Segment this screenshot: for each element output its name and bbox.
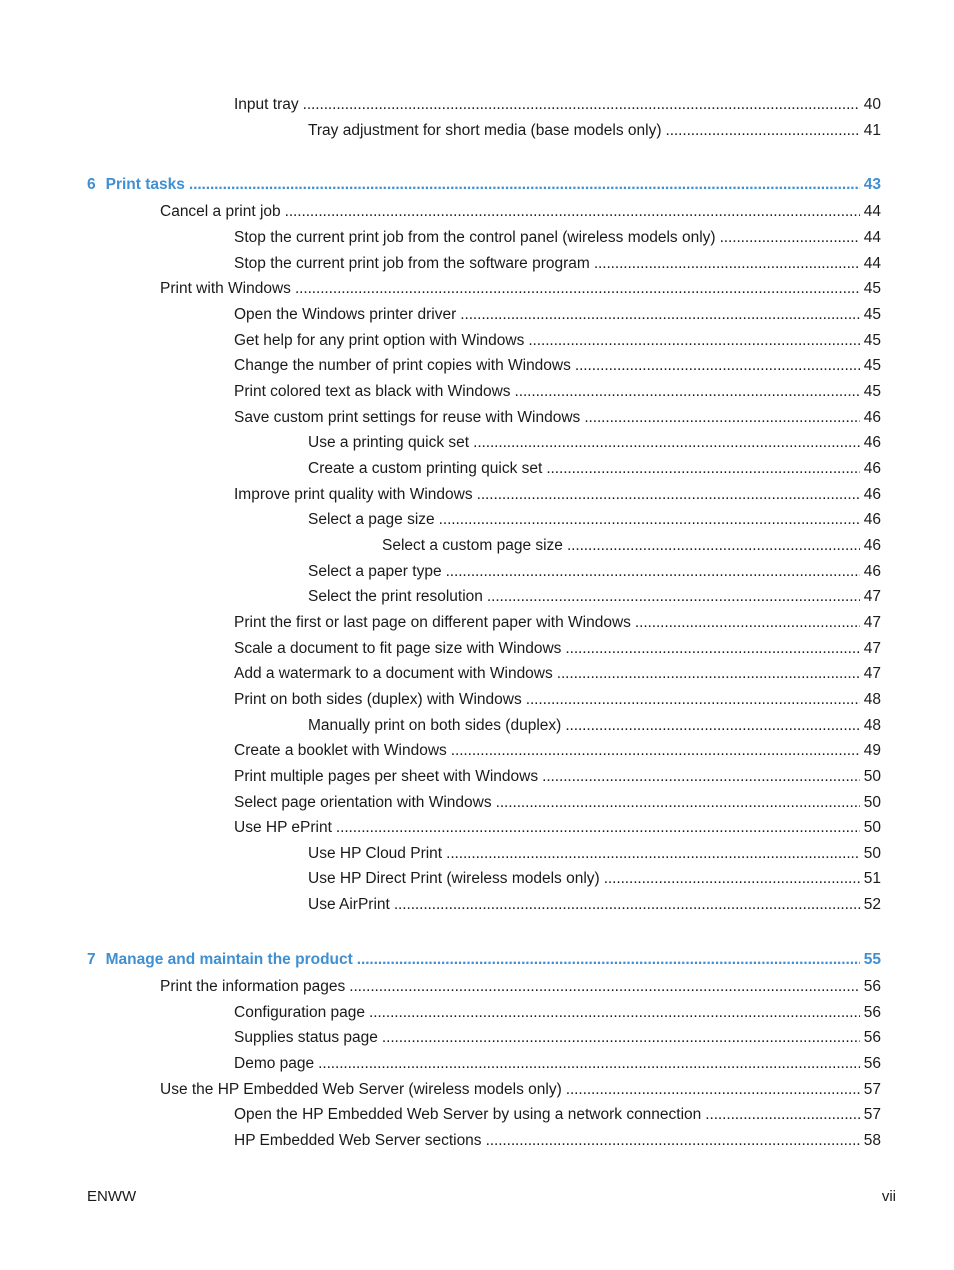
toc-page-number: 47 xyxy=(863,665,881,682)
toc-page-number: 44 xyxy=(863,229,881,246)
dot-leader xyxy=(349,976,860,998)
toc-entry-title: Print with Windows xyxy=(160,280,291,297)
toc-page-number: 57 xyxy=(863,1106,881,1123)
toc-page-number: 48 xyxy=(863,691,881,708)
chapter-number: 7 xyxy=(87,951,96,968)
dot-leader xyxy=(565,715,859,737)
toc-entry-title: HP Embedded Web Server sections xyxy=(234,1132,482,1149)
toc-page-number: 58 xyxy=(863,1132,881,1149)
dot-leader xyxy=(528,330,859,352)
toc-entry-title: Use HP Cloud Print xyxy=(308,845,443,862)
toc-entry[interactable] xyxy=(234,689,881,711)
toc-entry-title: Print colored text as black with Windows xyxy=(234,383,511,400)
toc-page-number: 50 xyxy=(863,819,881,836)
toc-page-number: 55 xyxy=(863,951,881,968)
toc-page-number: 48 xyxy=(863,717,881,734)
toc-entry-title: Manually print on both sides (duplex) xyxy=(308,717,562,734)
toc-entry[interactable] xyxy=(308,715,881,737)
dot-leader xyxy=(666,120,860,142)
toc-entry[interactable] xyxy=(382,535,881,557)
dot-leader xyxy=(515,381,860,403)
footer-page-number: vii xyxy=(881,1188,896,1205)
dot-leader xyxy=(546,458,859,480)
toc-entry-title: Supplies status page xyxy=(234,1029,378,1046)
toc-entry[interactable] xyxy=(160,976,881,998)
toc-page-number: 56 xyxy=(863,978,881,995)
toc-page-number: 56 xyxy=(863,1029,881,1046)
toc-page-number: 45 xyxy=(863,306,881,323)
toc-entry[interactable] xyxy=(234,304,881,326)
toc-entry[interactable] xyxy=(160,201,881,223)
toc-page-number: 45 xyxy=(863,280,881,297)
toc-page-number: 46 xyxy=(863,563,881,580)
dot-leader xyxy=(542,766,860,788)
toc-page-number: 50 xyxy=(863,768,881,785)
toc-entry[interactable] xyxy=(234,1130,881,1152)
toc-page-number: 52 xyxy=(863,896,881,913)
dot-leader xyxy=(189,174,860,196)
toc-entry-title: Open the HP Embedded Web Server by using a network connection xyxy=(234,1106,702,1123)
toc-page-number: 57 xyxy=(863,1081,881,1098)
toc-entry[interactable] xyxy=(308,432,881,454)
toc-entry-title: Cancel a print job xyxy=(160,203,281,220)
toc-entry[interactable] xyxy=(234,817,881,839)
toc-entry[interactable] xyxy=(308,894,881,916)
toc-entry-title: Configuration page xyxy=(234,1004,365,1021)
toc-page-number: 46 xyxy=(863,409,881,426)
toc-entry[interactable] xyxy=(234,381,881,403)
dot-leader xyxy=(575,355,860,377)
toc-entry-title: Save custom print settings for reuse with Windows xyxy=(234,409,581,426)
dot-leader xyxy=(318,1053,860,1075)
toc-entry-title: Scale a document to fit page size with Windows xyxy=(234,640,562,657)
toc-entry-title: Stop the current print job from the control panel (wireless models only) xyxy=(234,229,716,246)
toc-page-number: 50 xyxy=(863,845,881,862)
dot-leader xyxy=(635,612,860,634)
toc-entry-title: Improve print quality with Windows xyxy=(234,486,473,503)
footer-left: ENWW xyxy=(87,1188,137,1205)
toc-entry-title: Use HP ePrint xyxy=(234,819,332,836)
toc-entry-title: Stop the current print job from the software program xyxy=(234,255,590,272)
toc-entry[interactable] xyxy=(160,278,881,300)
toc-page-number: 44 xyxy=(863,255,881,272)
toc-entry[interactable] xyxy=(160,1079,881,1101)
toc-entry[interactable] xyxy=(234,484,881,506)
toc-entry-title: Use a printing quick set xyxy=(308,434,470,451)
toc-entry[interactable] xyxy=(308,120,881,142)
dot-leader xyxy=(720,227,860,249)
toc-entry[interactable] xyxy=(234,253,881,275)
toc-page-number: 47 xyxy=(863,588,881,605)
dot-leader xyxy=(357,949,860,971)
toc-chapter-entry[interactable] xyxy=(87,949,881,971)
toc-entry[interactable] xyxy=(234,330,881,352)
toc-page-number: 46 xyxy=(863,434,881,451)
dot-leader xyxy=(526,689,860,711)
toc-entry-title: Get help for any print option with Windows xyxy=(234,332,525,349)
toc-entry[interactable] xyxy=(234,792,881,814)
dot-leader xyxy=(336,817,860,839)
toc-page-number: 46 xyxy=(863,486,881,503)
toc-page-number: 46 xyxy=(863,460,881,477)
toc-entry-title: Select the print resolution xyxy=(308,588,483,605)
toc-page-number: 45 xyxy=(863,357,881,374)
toc-entry-title: Select a paper type xyxy=(308,563,442,580)
toc-entry[interactable] xyxy=(234,663,881,685)
dot-leader xyxy=(473,432,860,454)
chapter-number: 6 xyxy=(87,176,96,193)
toc-page-number: 43 xyxy=(863,176,881,193)
toc-entry-title: Tray adjustment for short media (base models only) xyxy=(308,122,662,139)
toc-entry-title: Print the information pages xyxy=(160,978,346,995)
toc-entry-title: Use the HP Embedded Web Server (wireless models only) xyxy=(160,1081,562,1098)
dot-leader xyxy=(369,1002,860,1024)
toc-entry[interactable] xyxy=(234,612,881,634)
toc-entry[interactable] xyxy=(308,561,881,583)
toc-page-number: 47 xyxy=(863,640,881,657)
toc-entry[interactable] xyxy=(308,509,881,531)
dot-leader xyxy=(460,304,859,326)
toc-entry-title: Print tasks xyxy=(105,176,185,193)
dot-leader xyxy=(565,638,859,660)
toc-page-number: 56 xyxy=(863,1055,881,1072)
toc-entry[interactable] xyxy=(308,868,881,890)
toc-entry-title: Change the number of print copies with Windows xyxy=(234,357,571,374)
toc-entry[interactable] xyxy=(234,407,881,429)
toc-page-number: 46 xyxy=(863,511,881,528)
dot-leader xyxy=(446,561,860,583)
dot-leader xyxy=(382,1027,860,1049)
dot-leader xyxy=(486,1130,860,1152)
toc-entry-title: Use AirPrint xyxy=(308,896,390,913)
toc-entry-title: Select a custom page size xyxy=(382,537,563,554)
dot-leader xyxy=(705,1104,859,1126)
toc-entry-title: Open the Windows printer driver xyxy=(234,306,457,323)
dot-leader xyxy=(446,843,860,865)
dot-leader xyxy=(584,407,859,429)
toc-entry[interactable] xyxy=(234,766,881,788)
toc-entry-title: Demo page xyxy=(234,1055,315,1072)
toc-entry-title: Add a watermark to a document with Windows xyxy=(234,665,553,682)
toc-entry-title: Print on both sides (duplex) with Windows xyxy=(234,691,522,708)
toc-page-number: 56 xyxy=(863,1004,881,1021)
toc-entry-title: Manage and maintain the product xyxy=(105,951,353,968)
toc-entry[interactable] xyxy=(234,638,881,660)
toc-entry[interactable] xyxy=(234,1053,881,1075)
toc-entry[interactable] xyxy=(234,1104,881,1126)
dot-leader xyxy=(496,792,860,814)
toc-page-number: 51 xyxy=(863,870,881,887)
toc-entry[interactable] xyxy=(234,227,881,249)
dot-leader xyxy=(487,586,860,608)
dot-leader xyxy=(295,278,860,300)
toc-entry-title: Print the first or last page on different paper with Windows xyxy=(234,614,631,631)
toc-entry-title: Create a booklet with Windows xyxy=(234,742,447,759)
dot-leader xyxy=(451,740,860,762)
dot-leader xyxy=(566,1079,860,1101)
toc-page-number: 40 xyxy=(863,96,881,113)
dot-leader xyxy=(477,484,860,506)
toc-page-number: 45 xyxy=(863,383,881,400)
toc-entry[interactable] xyxy=(234,1027,881,1049)
dot-leader xyxy=(439,509,860,531)
toc-entry[interactable] xyxy=(234,355,881,377)
toc-entry[interactable] xyxy=(308,586,881,608)
toc-entry-title: Select page orientation with Windows xyxy=(234,794,492,811)
dot-leader xyxy=(594,253,860,275)
toc-entry[interactable] xyxy=(234,740,881,762)
dot-leader xyxy=(567,535,860,557)
toc-chapter-entry[interactable] xyxy=(87,174,881,196)
toc-page-number: 49 xyxy=(863,742,881,759)
dot-leader xyxy=(394,894,860,916)
toc-page-number: 47 xyxy=(863,614,881,631)
toc-entry-title: Input tray xyxy=(234,96,299,113)
dot-leader xyxy=(303,94,860,116)
toc-entry[interactable] xyxy=(308,843,881,865)
toc-page-number: 44 xyxy=(863,203,881,220)
toc-entry-title: Select a page size xyxy=(308,511,435,528)
toc-entry-title: Print multiple pages per sheet with Windows xyxy=(234,768,539,785)
dot-leader xyxy=(557,663,860,685)
toc-entry[interactable] xyxy=(308,458,881,480)
dot-leader xyxy=(285,201,860,223)
toc-page-number: 41 xyxy=(863,122,881,139)
toc-entry[interactable] xyxy=(234,1002,881,1024)
toc-page-number: 50 xyxy=(863,794,881,811)
toc-entry-title: Create a custom printing quick set xyxy=(308,460,543,477)
toc-entry[interactable] xyxy=(234,94,881,116)
toc-page-number: 46 xyxy=(863,537,881,554)
toc-entry-title: Use HP Direct Print (wireless models only) xyxy=(308,870,600,887)
toc-page-number: 45 xyxy=(863,332,881,349)
dot-leader xyxy=(604,868,860,890)
